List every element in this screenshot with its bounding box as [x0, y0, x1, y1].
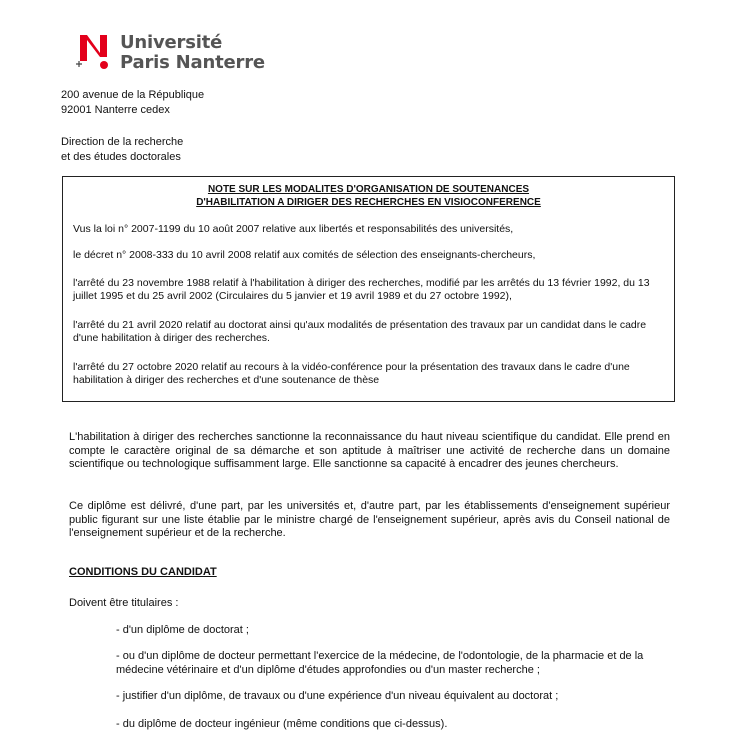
note-box [62, 176, 675, 402]
body-paragraph-1: L'habilitation à diriger des recherches sanctionne la reconnaissance du haut niveau scientifique du candidat. Elle prend en compte le caractère original de sa démarche et son aptitude à maîtriser une activité de recherche dans un domaine scientifique ou technologique suffisamment large. Elle sanctionne sa capacité à encadrer des jeunes chercheurs. [69, 431, 670, 471]
note-paragraph: Vus la loi n° 2007-1199 du 10 août 2007 relative aux libertés et responsabilités des universités, [73, 223, 514, 235]
note-paragraph: l'arrêté du 21 avril 2020 relatif au doctorat ainsi qu'aux modalités de présentation des travaux par un candidat dans le cadre d'une habilitation à diriger des recherches. [73, 319, 647, 344]
note-paragraph: le décret n° 2008-333 du 10 avril 2008 relatif aux comités de sélection des enseignants-chercheurs, [73, 249, 536, 261]
list-item: - ou d'un diplôme de docteur permettant l'exercice de la médecine, de l'odontologie, de la pharmacie et de la médecine vétérinaire et d'un diplôme d'études approfondies ou d'un master recherche ; [116, 650, 644, 676]
logo-line-paris-nanterre: Paris Nanterre [120, 52, 265, 73]
body-paragraph-2: Ce diplôme est délivré, d'une part, par les universités et, d'autre part, par les établissements d'enseignement supérieur public figurant sur une liste établie par le ministre chargé de l'enseignement supérieur, après avis du Conseil national de l'enseignement supérieur et de la recherche. [69, 500, 670, 540]
conditions-intro: Doivent être titulaires : [69, 597, 179, 609]
note-title-line-1: NOTE SUR LES MODALITES D'ORGANISATION DE SOUTENANCES [207, 184, 530, 195]
nanterre-logo-icon [74, 31, 120, 75]
address-line-2: 92001 Nanterre cedex [61, 104, 170, 116]
logo-line-university: Université [120, 32, 223, 53]
list-item: - du diplôme de docteur ingénieur (même conditions que ci-dessus). [116, 718, 448, 730]
note-title-line-2: D'HABILITATION A DIRIGER DES RECHERCHES EN VISIOCONFERENCE [196, 197, 541, 208]
note-paragraph: l'arrêté du 27 octobre 2020 relatif au recours à la vidéo-conférence pour la présentation des travaux dans le cadre d'une habilitation à diriger des recherches et d'une soutenance de thèse [73, 361, 630, 386]
address-line-1: 200 avenue de la République [61, 89, 205, 101]
list-item: - justifier d'un diplôme, de travaux ou d'une expérience d'un niveau équivalent au doctorat ; [116, 690, 559, 702]
section-title-conditions: CONDITIONS DU CANDIDAT [69, 566, 217, 578]
department-line-2: et des études doctorales [61, 151, 181, 163]
list-item: - d'un diplôme de doctorat ; [116, 624, 249, 636]
department-line-1: Direction de la recherche [61, 136, 184, 148]
university-logo [74, 31, 274, 75]
note-paragraph: l'arrêté du 23 novembre 1988 relatif à l'habilitation à diriger des recherches, modifié par les arrêtés du 13 février 1992, du 13 juillet 1995 et du 25 avril 2002 (Circulaires du 5 janvier et 19 avril 1989 et du 27 octobre 1992), [73, 277, 650, 302]
